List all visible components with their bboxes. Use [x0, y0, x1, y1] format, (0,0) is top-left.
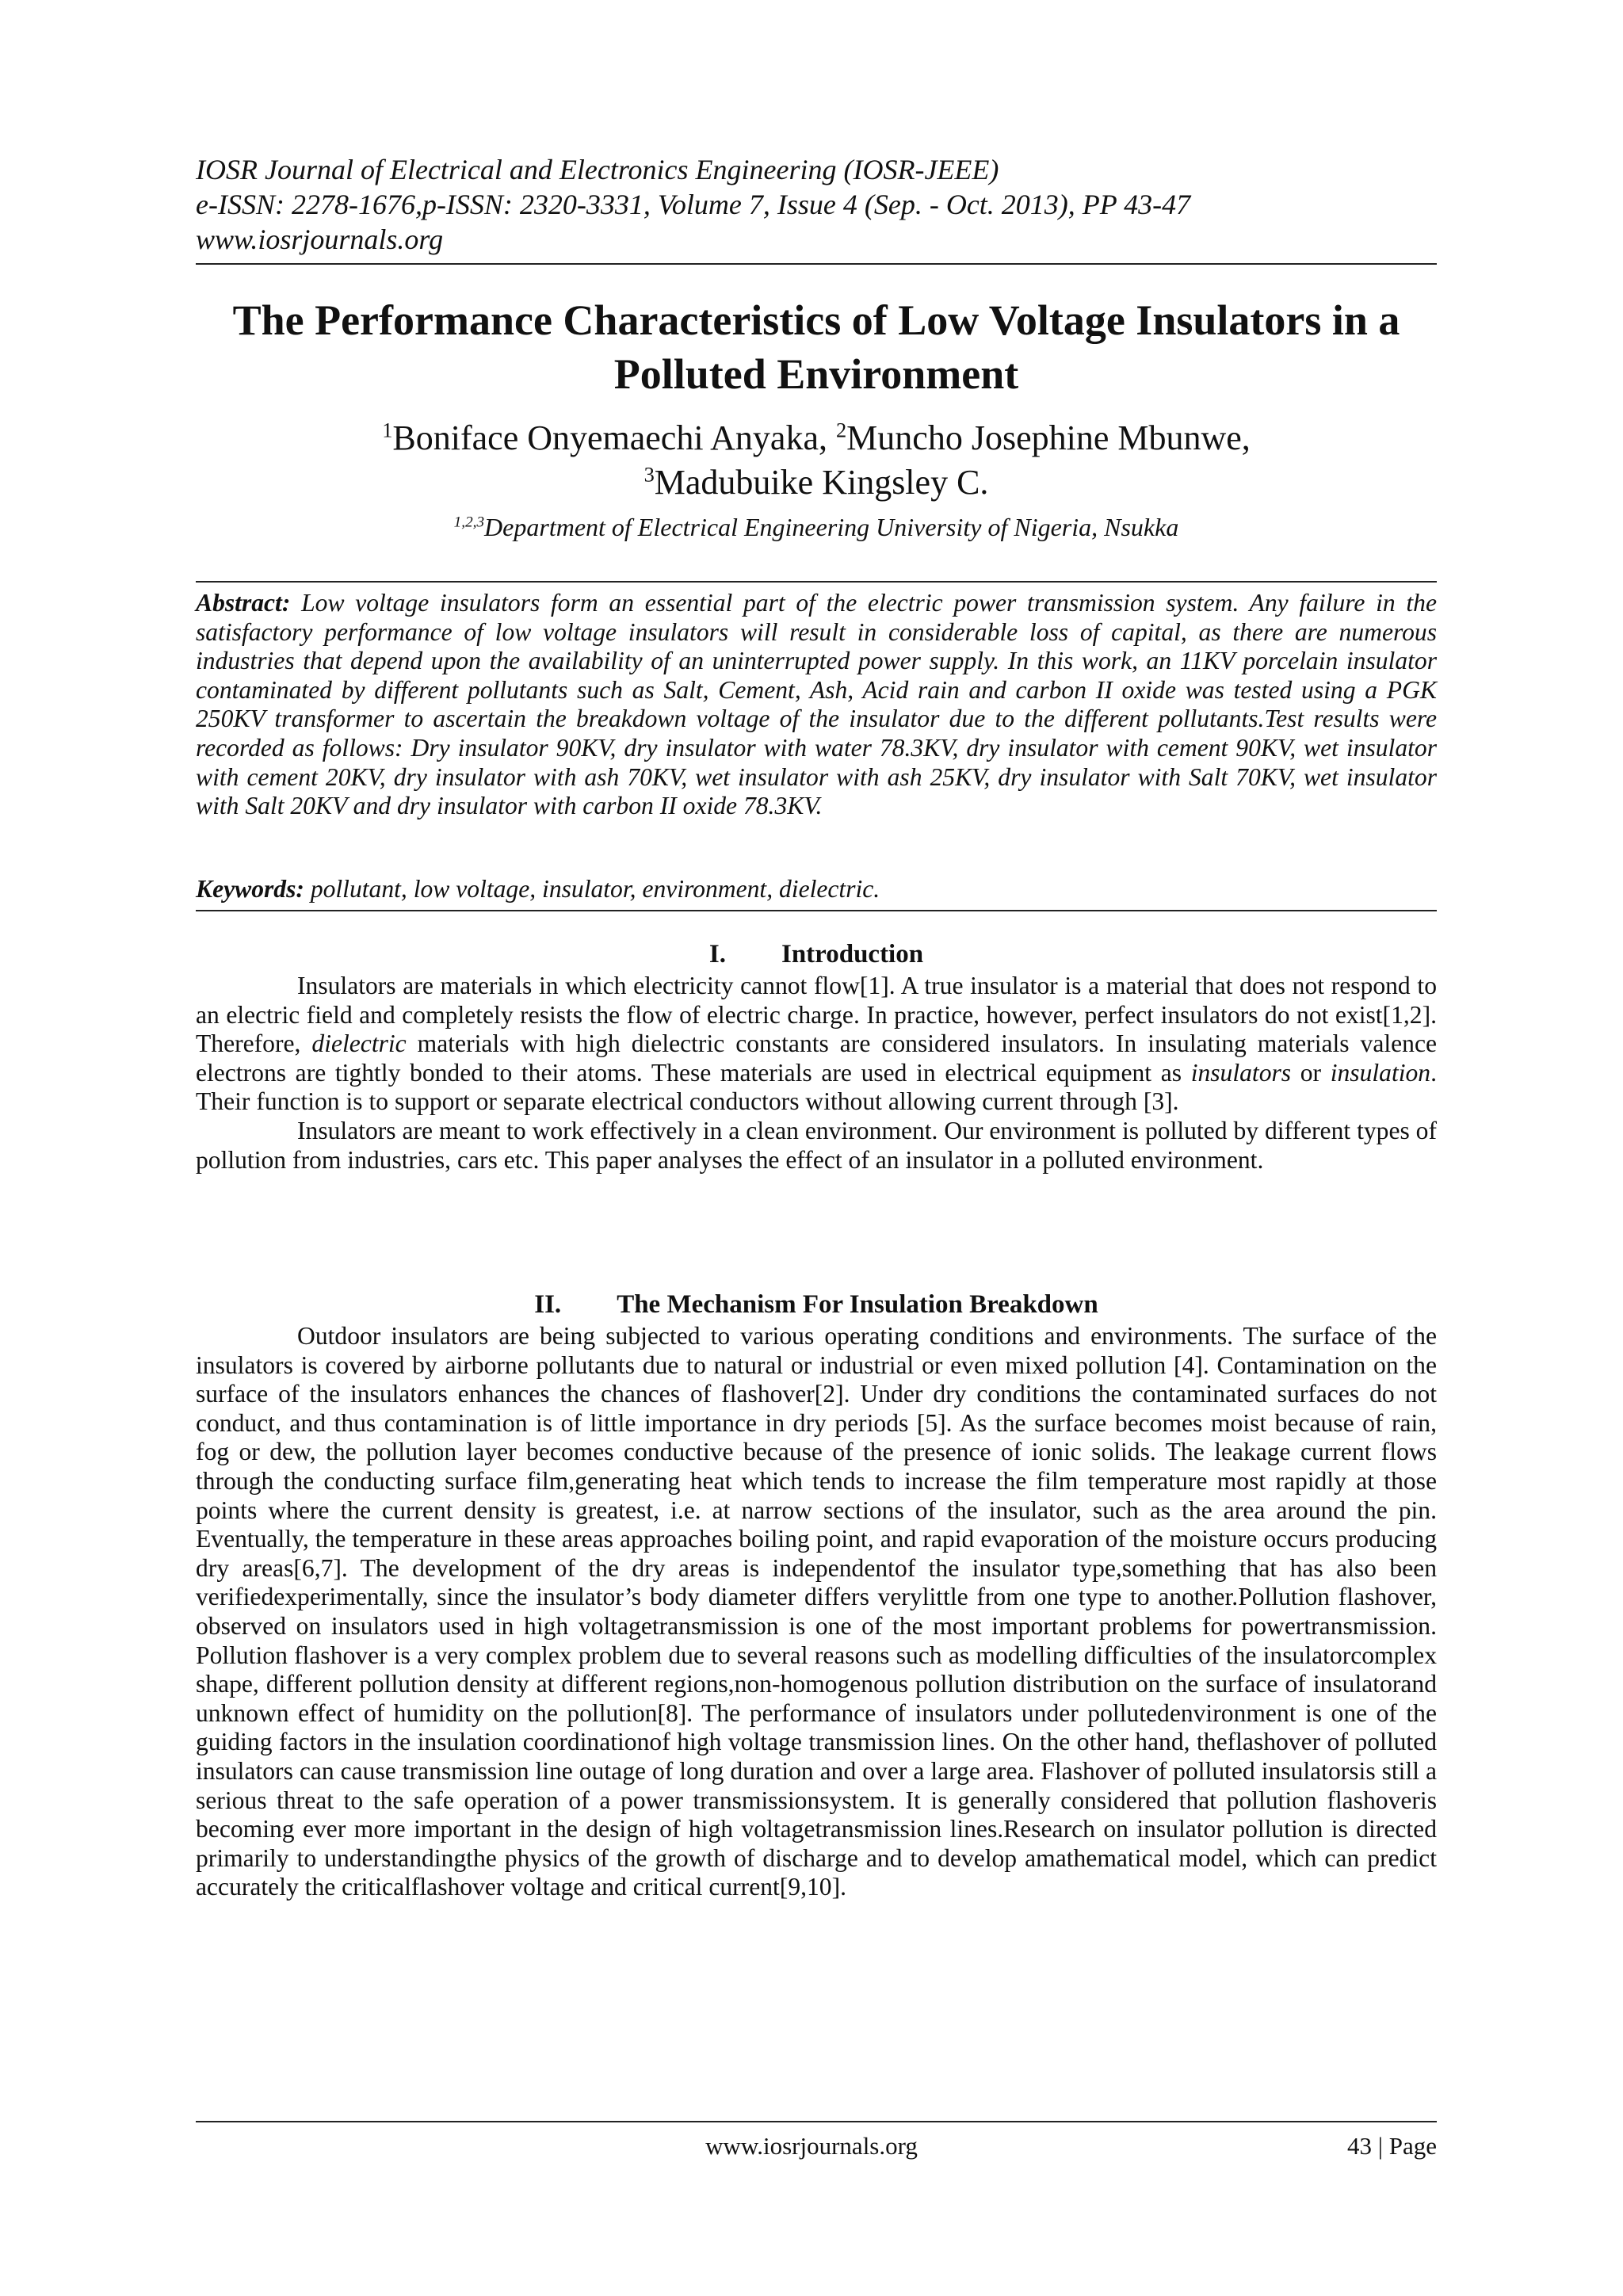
abstract-label: Abstract:	[196, 589, 291, 617]
author-2-marker: 2	[835, 418, 847, 442]
section-2-number: II.	[534, 1290, 562, 1319]
section-2-title: The Mechanism For Insulation Breakdown	[617, 1290, 1098, 1319]
author-2: Muncho Josephine Mbunwe,	[846, 418, 1251, 457]
abstract	[196, 589, 1437, 821]
section-1-body	[196, 972, 1437, 1175]
title-line-1: The Performance Characteristics of Low Voltage Insulators in a	[232, 296, 1400, 344]
section-2-paragraph-1: Outdoor insulators are being subjected to various operating conditions and environments. The surface of the insulators is covered by airborne pollutants due to natural or industrial or even mixed pollution [4]. Contamination on the surface of the insulators enhances the chances of flashover[2]. Under dry conditions the contaminated surfaces do not conduct, and thus contamination is of little importance in dry periods [5]. As the surface becomes moist because of rain, fog or dew, the pollution layer becomes conductive because of the presence of ionic solids. The leakage current flows through the conducting surface film,generating heat which tends to increase the film temperature most rapidly at those points where the current density is greatest, i.e. at narrow sections of the insulator, such as the area around the pin. Eventually, the temperature in these areas approaches boiling point, and rapid evaporation of the moisture occurs producing dry areas[6,7]. The development of the dry areas is independentof the insulator type,something that has also been verifiedexperimentally, since the insulator’s body diameter differs verylittle from one type to another.Pollution flashover, observed on insulators used in high voltagetransmission is one of the most important problems for powertransmission. Pollution flashover is a very complex problem due to several reasons such as modelling difficulties of the insulatorcomplex shape, different pollution density at different regions,non-homogenous pollution distribution on the surface of insulatorand unknown effect of humidity on the pollution[8]. The performance of insulators under pollutedenvironment is one of the guiding factors in the insulation coordinationof high voltage transmission lines. On the other hand, theflashover of polluted insulators can cause transmission line outage of long duration and over a large area. Flashover of polluted insulatorsis still a serious threat to the safe operation of a power transmissionsystem. It is generally considered that pollution flashoveris becoming ever more important in the design of high voltagetransmission lines.Research on insulator pollution is directed primarily to understandingthe physics of the growth of discharge and to develop amathematical model, which can predict accurately the criticalflashover voltage and critical current[9,10].	[196, 1322, 1437, 1901]
abstract-text: Low voltage insulators form an essential part of the electric power transmission system. Any failure in the satisfactory performance of low voltage insulators will result in considerable loss of capital, as there are numerous industries that depend upon the availability of an uninterrupted power supply. In this work, an 11KV porcelain insulator contaminated by different pollutants such as Salt, Cement, Ash, Acid rain and carbon II oxide was tested using a PGK 250KV transformer to ascertain the breakdown voltage of the insulator due to the different pollutants.Test results were recorded as follows: Dry insulator 90KV, dry insulator with water 78.3KV, dry insulator with cement 90KV, wet insulator with cement 20KV, dry insulator with ash 70KV, wet insulator with ash 25KV, dry insulator with Salt 70KV, wet insulator with Salt 20KV and dry insulator with carbon II oxide 78.3KV.	[196, 589, 1437, 820]
section-1-heading	[196, 938, 1437, 970]
section-1-paragraph-1: Insulators are materials in which electricity cannot flow[1]. A true insulator is a material that does not respond to an electric field and completely resists the flow of electric charge. In practice, however, perfect insulators do not exist[1,2]. Therefore, dielectric materials with high dielectric constants are considered insulators. In insulating materials valence electrons are tightly bonded to their atoms. These materials are used in electrical equipment as insulators or insulation. Their function is to support or separate electrical conductors without allowing current through [3].	[196, 972, 1438, 1116]
section-2-body	[196, 1322, 1437, 1902]
section-1-number: I.	[708, 940, 726, 968]
abstract-bottom-rule	[196, 910, 1437, 911]
paper-title	[196, 293, 1437, 401]
author-1: Boniface Onyemaechi Anyaka,	[392, 418, 827, 457]
abstract-top-rule	[196, 581, 1437, 583]
keywords-text: pollutant, low voltage, insulator, environment, dielectric.	[310, 875, 880, 903]
page-number: 43 | Page	[1347, 2132, 1437, 2160]
keywords-label: Keywords:	[196, 875, 304, 903]
footer-rule	[196, 2121, 1437, 2122]
author-list	[196, 416, 1437, 505]
affiliation-text: Department of Electrical Engineering University of Nigeria, Nsukka	[484, 513, 1179, 541]
author-1-marker: 1	[382, 418, 393, 442]
footer-website[interactable]: www.iosrjournals.org	[705, 2132, 918, 2160]
journal-website[interactable]: www.iosrjournals.org	[196, 223, 444, 255]
section-1-paragraph-2: Insulators are meant to work effectively in a clean environment. Our environment is polluted by different types of pollution from industries, cars etc. This paper analyses the effect of an insulator in a polluted environment.	[196, 1116, 1437, 1174]
affiliation-marker: 1,2,3	[453, 514, 485, 531]
affiliation	[196, 511, 1437, 543]
title-line-2: Polluted Environment	[613, 350, 1019, 398]
journal-issn: e-ISSN: 2278-1676,p-ISSN: 2320-3331, Volume 7, Issue 4 (Sep. - Oct. 2013), PP 43-47	[196, 189, 1191, 220]
keywords	[196, 875, 1437, 904]
journal-name: IOSR Journal of Electrical and Electronics Engineering (IOSR-JEEE)	[196, 154, 999, 185]
journal-header	[196, 152, 1437, 257]
header-rule	[196, 263, 1437, 265]
author-3-marker: 3	[643, 462, 655, 487]
author-3: Madubuike Kingsley C.	[654, 463, 989, 502]
section-1-title: Introduction	[781, 940, 924, 968]
section-2-heading	[196, 1289, 1437, 1320]
